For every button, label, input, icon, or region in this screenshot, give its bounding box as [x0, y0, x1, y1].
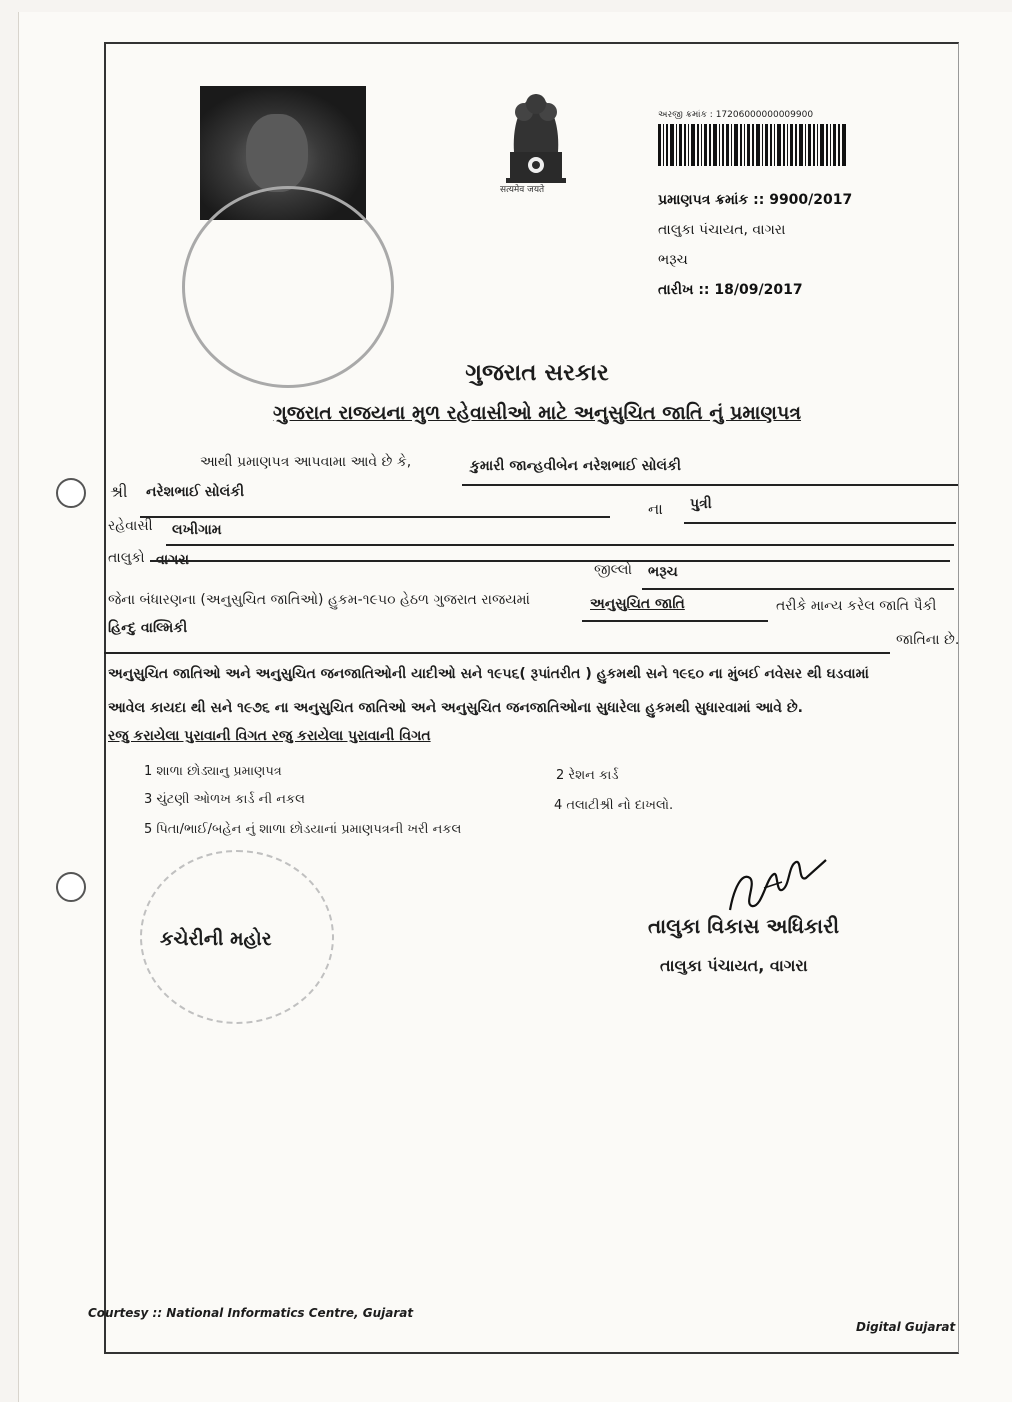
document-item: 3 ચુંટણી ઓળખ કાર્ડ ની નકલ	[144, 792, 305, 807]
resident-label: રહેવાસી	[108, 518, 153, 534]
punch-hole-top	[56, 478, 86, 508]
evidence-title: રજુ કરાયેલા પુરાવાની વિગત રજુ કરાયેલા પુરાવાની વિગત	[108, 728, 431, 744]
footer-brand: Digital Gujarat	[856, 1320, 956, 1334]
officer-office: તાલુકા પંચાયત, વાગરા	[660, 956, 808, 975]
office-seal-label: કચેરીની મહોર	[160, 928, 272, 950]
document-item: 4 તલાટીશ્રી નો દાખલો.	[554, 798, 674, 813]
intro-text: આથી પ્રમાણપત્ર આપવામા આવે છે કે,	[200, 454, 412, 470]
issue-date: તારીખ :: 18/09/2017	[658, 282, 803, 298]
relation-line	[684, 522, 956, 524]
caste-suffix: જાતિના છે.	[896, 632, 960, 648]
applicant-name-line	[462, 484, 958, 486]
caste-line	[104, 652, 890, 654]
na-label: ના	[648, 500, 663, 518]
district-line	[642, 588, 954, 590]
caste: હિન્દુ વાલ્મિકી	[108, 620, 188, 636]
government-title: ગુજરાત સરકાર	[465, 360, 609, 386]
taluka-label: તાલુકો	[108, 550, 145, 566]
document-item: 5 પિતા/ભાઈ/બહેન નું શાળા છોડયાનાં પ્રમાણપત્રની ખરી નકલ	[144, 822, 462, 837]
emblem-motto: सत्यमेव जयते	[500, 185, 545, 195]
taluka-line	[150, 560, 950, 562]
issuing-office: તાલુકા પંચાયત, વાગરા	[658, 222, 786, 238]
legal-paragraph-line2: આવેલ કાયદા થી સને ૧૯૭૬ ના અનુસુચિત જાતિઓ અને અનુસુચિત જનજાતિઓના સુધારેલા હુકમથી સુધારવામાં આવે છે.	[108, 700, 804, 716]
father-name: નરેશભાઈ સોલંકી	[146, 484, 245, 500]
constitution-text: જેના બંધારણના (અનુસુચિત જાતિઓ) હુકમ-૧૯૫૦ હેઠળ ગુજરાત રાજયમાં	[108, 592, 530, 608]
legal-paragraph-line1: અનુસુચિત જાતિઓ અને અનુસુચિત જનજાતિઓની યાદીઓ સને ૧૯૫૬( રૂપાંતરીત ) હુકમથી સને ૧૯૬૦ ના મુંબઈ નવેસર થી ઘડવામાં	[108, 666, 869, 682]
village: લખીગામ	[172, 522, 222, 538]
document-item: 1 શાળા છોડ્યાનુ પ્રમાણપત્ર	[144, 764, 282, 779]
district-label: જીલ્લો	[594, 562, 632, 578]
certificate-number: પ્રમાણપત્ર ક્રમાંક :: 9900/2017	[658, 192, 853, 208]
application-number: અરજી ક્રમાંક : 17206000000009900	[658, 110, 814, 120]
recognized-text: તરીકે માન્ય કરેલ જાતિ પૈકી	[776, 598, 937, 614]
photo-stamp-seal	[182, 186, 394, 388]
state-emblem-icon	[496, 82, 576, 192]
barcode	[658, 124, 848, 166]
shri-label: શ્રી	[110, 482, 128, 501]
village-line	[166, 544, 954, 546]
district: ભરૂચ	[648, 564, 678, 580]
issuing-district: ભરૂચ	[658, 252, 688, 268]
applicant-name: કુમારી જાન્હવીબેન નરેશભાઈ સોલંકી	[470, 458, 681, 474]
certificate-title: ગુજરાત રાજયના મુળ રહેવાસીઓ માટે અનુસુચિત જાતિ નું પ્રમાણપત્ર	[272, 402, 802, 424]
footer-courtesy: Courtesy :: National Informatics Centre, Gujarat	[88, 1306, 414, 1320]
document-item: 2 રેશન કાર્ડ	[556, 768, 619, 783]
caste-category: અનુસુચિત જાતિ	[590, 596, 685, 612]
punch-hole-bottom	[56, 872, 86, 902]
relation: પુત્રી	[690, 496, 712, 512]
taluka: વાગરા	[156, 552, 190, 568]
caste-category-line	[582, 620, 768, 622]
officer-title: તાલુકા વિકાસ અધિકારી	[648, 914, 840, 938]
father-name-line	[140, 516, 610, 518]
